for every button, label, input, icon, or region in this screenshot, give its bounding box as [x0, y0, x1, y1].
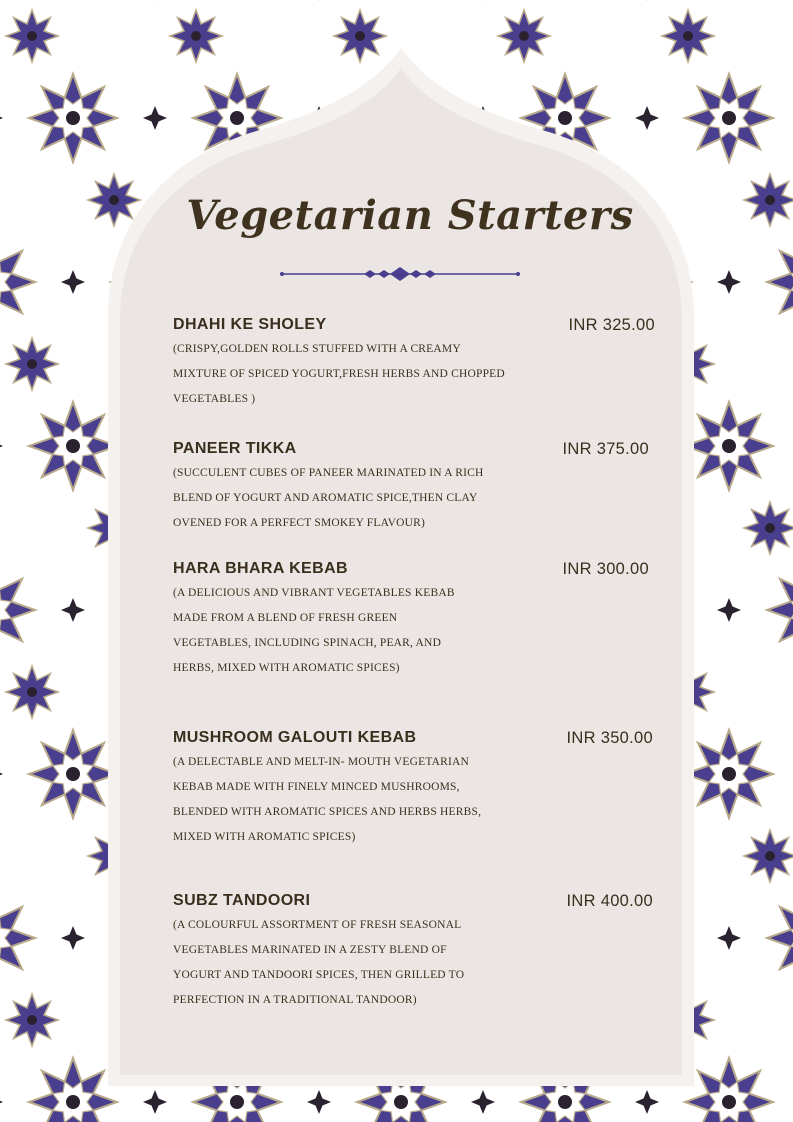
item-price: INR 300.00: [562, 560, 649, 578]
item-name: DHAHI KE SHOLEY: [173, 316, 327, 333]
item-price: INR 350.00: [566, 729, 653, 747]
menu-item: [173, 313, 673, 412]
menu-item: [173, 437, 673, 536]
menu-title: Vegetarian Starters: [186, 192, 634, 239]
item-price: INR 325.00: [568, 316, 655, 334]
item-description: (CRISPY,GOLDEN ROLLS STUFFED WITH A CREAMY MIXTURE OF SPICED YOGURT,FRESH HERBS AND CHOPPED VEGETABLES ): [173, 343, 505, 405]
menu-item: [173, 726, 673, 850]
item-price: INR 375.00: [562, 440, 649, 458]
item-name: PANEER TIKKA: [173, 440, 297, 457]
ornamental-divider: [280, 264, 520, 284]
item-description: (A DELECTABLE AND MELT-IN- MOUTH VEGETARIAN KEBAB MADE WITH FINELY MINCED MUSHROOMS, BLENDED WITH AROMATIC SPICES AND HERBS HERBS, MIXED WITH AROMATIC SPICES): [173, 756, 482, 843]
item-description: (SUCCULENT CUBES OF PANEER MARINATED IN A RICH BLEND OF YOGURT AND AROMATIC SPICE,THEN CLAY OVENED FOR A PERFECT SMOKEY FLAVOUR): [173, 467, 484, 529]
item-description: (A COLOURFUL ASSORTMENT OF FRESH SEASONAL VEGETABLES MARINATED IN A ZESTY BLEND OF YOGURT AND TANDOORI SPICES, THEN GRILLED TO PERFECTION IN A TRADITIONAL TANDOOR): [173, 919, 465, 1006]
menu-item: [173, 889, 673, 1013]
item-description: (A DELICIOUS AND VIBRANT VEGETABLES KEBAB MADE FROM A BLEND OF FRESH GREEN VEGETABLES, INCLUDING SPINACH, PEAR, AND HERBS, MIXED WITH AROMATIC SPICES): [173, 587, 455, 674]
item-name: SUBZ TANDOORI: [173, 892, 311, 909]
item-price: INR 400.00: [566, 892, 653, 910]
item-name: MUSHROOM GALOUTI KEBAB: [173, 729, 417, 746]
menu-item: [173, 557, 673, 681]
item-name: HARA BHARA KEBAB: [173, 560, 348, 577]
